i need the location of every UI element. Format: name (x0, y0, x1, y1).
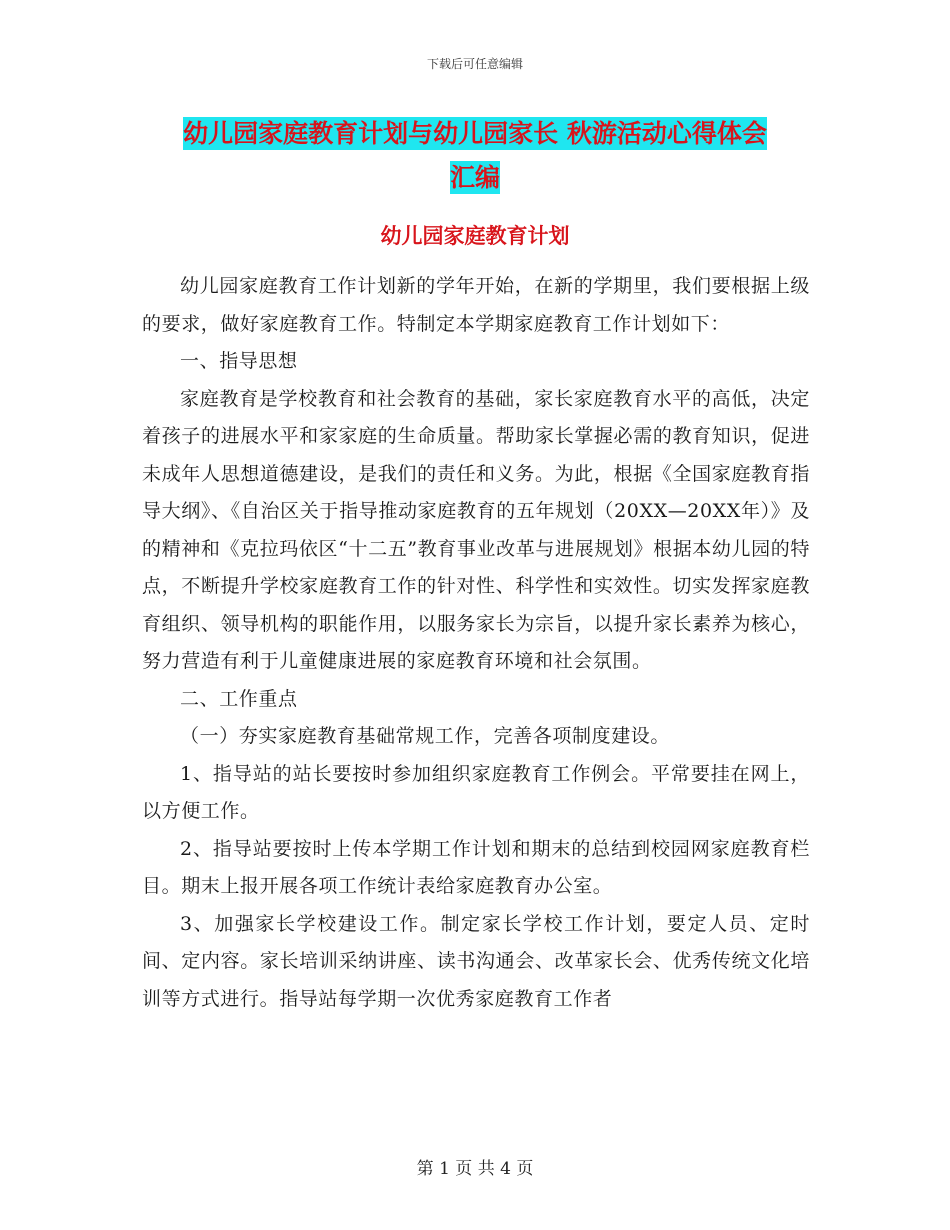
list-item-3: 3、加强家长学校建设工作。制定家长学校工作计划，要定人员、定时间、定内容。家长培训采纳讲座、读书沟通会、改革家长会、优秀传统文化培训等方式进行。指导站每学期一次优秀家庭教育工作者 (142, 912, 810, 1010)
list-item-2: 2、指导站要按时上传本学期工作计划和期末的总结到校园网家庭教育栏目。期末上报开展各项工作统计表给家庭教育办公室。 (142, 837, 810, 897)
document-body (142, 268, 810, 1018)
document-title (140, 112, 810, 200)
header-note: 下载后可任意编辑 (426, 57, 523, 71)
heading-guiding-ideology: 一、指导思想 (180, 350, 298, 372)
document-title-line2: 汇编 (449, 163, 500, 192)
list-item-1: 1、指导站的站长要按时参加组织家庭教育工作例会。平常要挂在网上，以方便工作。 (142, 762, 810, 822)
paragraph-guiding-ideology: 家庭教育是学校教育和社会教育的基础，家长家庭教育水平的高低，决定着孩子的进展水平和家家庭的生命质量。帮助家长掌握必需的教育知识，促进未成年人思想道德建设，是我们的责任和义务。为此，根据《全国家庭教育指导大纲》、《自治区关于指导推动家庭教育的五年规划（20XX—20XX年）》及的精神和《克拉玛依区“十二五”教育事业改革与进展规划》根据本幼儿园的特点，不断提升学校家庭教育工作的针对性、科学性和实效性。切实发挥家庭教育组织、领导机构的职能作用，以服务家长为宗旨，以提升家长素养为核心，努力营造有利于儿童健康进展的家庭教育环境和社会氛围。 (142, 387, 810, 672)
subheading-basic-work: （一）夯实家庭教育基础常规工作，完善各项制度建设。 (180, 725, 671, 747)
section-heading: 幼儿园家庭教育计划 (380, 224, 570, 248)
document-title-line1: 幼儿园家庭教育计划与幼儿园家长 秋游活动心得体会 (183, 119, 767, 148)
paragraph-intro: 幼儿园家庭教育工作计划新的学年开始，在新的学期里，我们要根据上级的要求，做好家庭教育工作。特制定本学期家庭教育工作计划如下： (142, 275, 810, 335)
heading-work-focus: 二、工作重点 (180, 687, 298, 710)
page-number: 第 1 页 共 4 页 (416, 1159, 534, 1179)
